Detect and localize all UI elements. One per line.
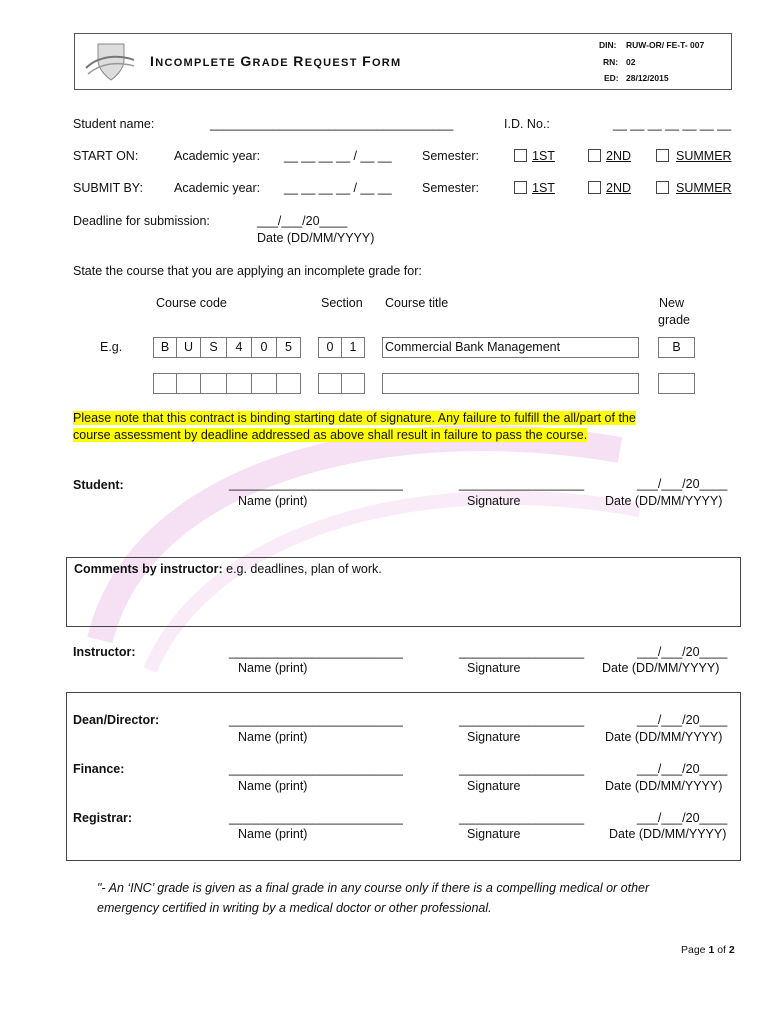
- submit-year-field[interactable]: __ __ __ __ / __ __: [284, 181, 392, 195]
- finance-name-print-field[interactable]: _________________________: [229, 762, 403, 776]
- footnote-line-1: "- An ‘INC’ grade is given as a final grade in any course only if there is a compelling medical or other: [97, 881, 650, 895]
- ed-value: 28/12/2015: [626, 73, 669, 83]
- course-code-input[interactable]: [226, 373, 252, 394]
- example-label: E.g.: [100, 340, 123, 354]
- deadline-format: Date (DD/MM/YYYY): [257, 231, 375, 245]
- submit-2nd-checkbox[interactable]: [588, 181, 601, 194]
- comments-hint: e.g. deadlines, plan of work.: [222, 562, 382, 576]
- name-print-caption: Name (print): [238, 661, 308, 675]
- example-code-cell: B: [153, 337, 177, 358]
- submit-2nd-label: 2ND: [606, 181, 632, 195]
- new-grade-header-1: New: [659, 296, 685, 310]
- new-grade-input[interactable]: [658, 373, 695, 394]
- start-summer-checkbox[interactable]: [656, 149, 669, 162]
- example-code-cell: 0: [251, 337, 277, 358]
- finance-signature-field[interactable]: __________________: [459, 762, 585, 776]
- start-on-label: START ON:: [73, 149, 139, 163]
- new-grade-header-2: grade: [658, 313, 690, 327]
- signature-caption: Signature: [467, 730, 521, 744]
- start-semester-label: Semester:: [422, 149, 479, 163]
- dean-date-field[interactable]: ___/___/20____: [637, 713, 728, 727]
- signature-caption: Signature: [467, 779, 521, 793]
- course-code-input[interactable]: [153, 373, 177, 394]
- section-header: Section: [321, 296, 363, 310]
- student-date-field[interactable]: ___/___/20____: [637, 477, 728, 491]
- id-label: I.D. No.:: [504, 117, 550, 131]
- submit-1st-label: 1ST: [532, 181, 555, 195]
- submit-year-label: Academic year:: [174, 181, 261, 195]
- course-code-input[interactable]: [176, 373, 201, 394]
- name-print-caption: Name (print): [238, 827, 308, 841]
- dean-name-print-field[interactable]: _________________________: [229, 713, 403, 727]
- signature-caption: Signature: [467, 661, 521, 675]
- course-code-input[interactable]: [251, 373, 277, 394]
- example-code-cell: S: [200, 337, 227, 358]
- example-title-cell: Commercial Bank Management: [382, 337, 639, 358]
- start-2nd-label: 2ND: [606, 149, 632, 163]
- course-code-header: Course code: [156, 296, 227, 310]
- date-caption: Date (DD/MM/YYYY): [609, 827, 727, 841]
- name-print-caption: Name (print): [238, 779, 308, 793]
- dean-sign-label: Dean/Director:: [73, 713, 160, 727]
- form-title: INCOMPLETE GRADE REQUEST FORM: [150, 53, 402, 69]
- start-year-field[interactable]: __ __ __ __ / __ __: [284, 149, 392, 163]
- university-logo: [84, 38, 136, 84]
- page-indicator: Page 1 of 2: [681, 944, 735, 956]
- notice-line-2: course assessment by deadline addressed as above shall result in failure to pass the course.: [73, 428, 588, 442]
- example-code-cell: 5: [276, 337, 301, 358]
- course-code-input[interactable]: [200, 373, 227, 394]
- submit-semester-label: Semester:: [422, 181, 479, 195]
- instructor-name-print-field[interactable]: _________________________: [229, 645, 403, 659]
- student-name-field[interactable]: ___________________________________: [210, 117, 454, 131]
- start-1st-label: 1ST: [532, 149, 555, 163]
- example-grade-cell: B: [658, 337, 695, 358]
- instructor-signature-field[interactable]: __________________: [459, 645, 585, 659]
- signature-caption: Signature: [467, 827, 521, 841]
- rn-label: RN:: [603, 57, 619, 67]
- student-name-print-field[interactable]: _________________________: [229, 477, 403, 491]
- registrar-date-field[interactable]: ___/___/20____: [637, 811, 728, 825]
- dean-signature-field[interactable]: __________________: [459, 713, 585, 727]
- date-caption: Date (DD/MM/YYYY): [605, 730, 723, 744]
- din-label: DIN:: [599, 40, 617, 50]
- instructor-date-field[interactable]: ___/___/20____: [637, 645, 728, 659]
- submit-1st-checkbox[interactable]: [514, 181, 527, 194]
- section-input[interactable]: [318, 373, 342, 394]
- date-caption: Date (DD/MM/YYYY): [605, 494, 723, 508]
- comments-label: Comments by instructor: e.g. deadlines, plan of work.: [74, 562, 382, 576]
- finance-sign-label: Finance:: [73, 762, 125, 776]
- course-title-input[interactable]: [382, 373, 639, 394]
- instructor-sign-label: Instructor:: [73, 645, 136, 659]
- inc-footnote: [97, 878, 649, 918]
- example-section-cell: 1: [341, 337, 365, 358]
- deadline-field[interactable]: ___/___/20____: [257, 214, 348, 228]
- example-code-cell: 4: [226, 337, 252, 358]
- finance-date-field[interactable]: ___/___/20____: [637, 762, 728, 776]
- submit-summer-label: SUMMER: [676, 181, 732, 195]
- registrar-name-print-field[interactable]: _________________________: [229, 811, 403, 825]
- section-input[interactable]: [341, 373, 365, 394]
- start-2nd-checkbox[interactable]: [588, 149, 601, 162]
- start-summer-label: SUMMER: [676, 149, 732, 163]
- registrar-sign-label: Registrar:: [73, 811, 133, 825]
- signature-caption: Signature: [467, 494, 521, 508]
- date-caption: Date (DD/MM/YYYY): [605, 779, 723, 793]
- course-prompt: State the course that you are applying an incomplete grade for:: [73, 264, 422, 278]
- footnote-line-2: emergency certified in writing by a medical doctor or other professional.: [97, 901, 492, 915]
- name-print-caption: Name (print): [238, 730, 308, 744]
- submit-by-label: SUBMIT BY:: [73, 181, 143, 195]
- course-code-input[interactable]: [276, 373, 301, 394]
- name-print-caption: Name (print): [238, 494, 308, 508]
- deadline-label: Deadline for submission:: [73, 214, 210, 228]
- course-title-header: Course title: [385, 296, 449, 310]
- student-sign-label: Student:: [73, 478, 124, 492]
- binding-notice: [73, 410, 703, 444]
- submit-summer-checkbox[interactable]: [656, 181, 669, 194]
- start-1st-checkbox[interactable]: [514, 149, 527, 162]
- student-name-label: Student name:: [73, 117, 155, 131]
- start-year-label: Academic year:: [174, 149, 261, 163]
- id-field[interactable]: __ __ __ __ __ __ __: [613, 117, 732, 131]
- example-section-cell: 0: [318, 337, 342, 358]
- date-caption: Date (DD/MM/YYYY): [602, 661, 720, 675]
- example-code-cell: U: [176, 337, 201, 358]
- ed-label: ED:: [604, 73, 619, 83]
- din-value: RUW-OR/ FE-T- 007: [626, 40, 705, 50]
- notice-line-1: Please note that this contract is binding starting date of signature. Any failure to fulfill the all/part of the: [73, 411, 636, 425]
- rn-value: 02: [626, 57, 636, 67]
- student-signature-field[interactable]: __________________: [459, 477, 585, 491]
- registrar-signature-field[interactable]: __________________: [459, 811, 585, 825]
